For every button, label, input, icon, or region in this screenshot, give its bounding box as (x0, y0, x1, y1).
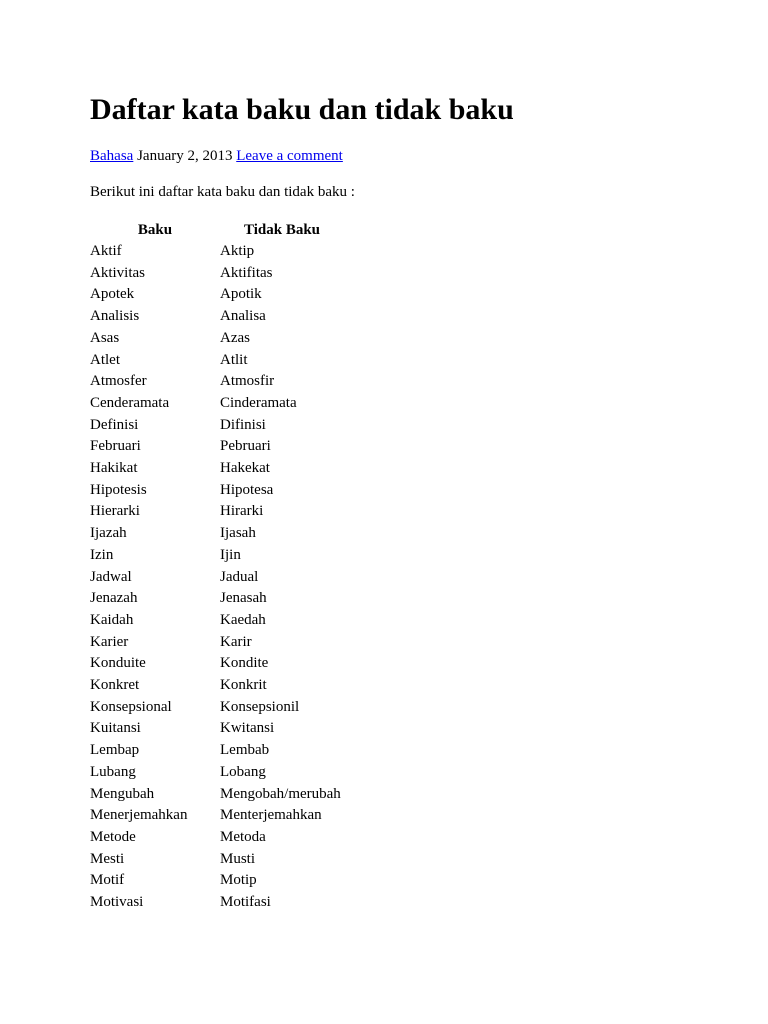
table-row (90, 697, 344, 719)
table-row (90, 393, 344, 415)
cell-tidak-baku: Lobang (220, 763, 266, 780)
cell-tidak-baku: Kaedah (220, 611, 266, 628)
table-row (90, 415, 344, 437)
cell-tidak-baku: Ijasah (220, 525, 256, 542)
table-row (90, 653, 344, 675)
cell-baku: Mengubah (90, 785, 155, 802)
cell-baku: Cenderamata (90, 394, 170, 411)
cell-baku: Konsepsional (90, 698, 172, 715)
table-row (90, 241, 344, 263)
cell-baku: Motivasi (90, 894, 144, 911)
table-row (90, 805, 344, 827)
cell-baku: Atmosfer (90, 373, 147, 390)
cell-baku: Kuitansi (90, 720, 141, 737)
cell-tidak-baku: Ijin (220, 546, 241, 563)
cell-tidak-baku: Difinisi (220, 416, 266, 433)
table-row (90, 328, 344, 350)
table-row (90, 371, 344, 393)
table-row (90, 480, 344, 502)
table-row (90, 740, 344, 762)
cell-baku: Karier (90, 633, 129, 650)
cell-baku: Aktif (90, 243, 122, 259)
leave-comment-link[interactable]: Leave a comment (236, 148, 343, 164)
cell-tidak-baku: Metoda (220, 828, 266, 845)
cell-tidak-baku: Pebruari (220, 438, 271, 455)
cell-tidak-baku: Lembab (220, 742, 270, 759)
cell-baku: Februari (90, 438, 141, 455)
cell-tidak-baku: Karir (220, 633, 252, 650)
cell-baku: Metode (90, 828, 136, 845)
post-date: January 2, 2013 (137, 148, 233, 164)
cell-baku: Mesti (90, 850, 125, 867)
cell-baku: Konduite (90, 655, 146, 672)
table-row (90, 827, 344, 849)
table-row (90, 458, 344, 480)
cell-tidak-baku: Aktifitas (220, 264, 273, 281)
table-row (90, 762, 344, 784)
table-row (90, 610, 344, 632)
table-row (90, 567, 344, 589)
cell-tidak-baku: Motip (220, 872, 257, 889)
table-row (90, 306, 344, 328)
table-row (90, 849, 344, 871)
cell-tidak-baku: Motifasi (220, 894, 271, 911)
cell-tidak-baku: Hakekat (220, 460, 270, 477)
cell-baku: Lembap (90, 742, 140, 759)
table-row (90, 263, 344, 285)
table-row (90, 718, 344, 740)
cell-tidak-baku: Analisa (220, 308, 266, 325)
cell-baku: Aktivitas (90, 264, 145, 281)
cell-tidak-baku: Apotik (220, 286, 262, 303)
word-table (90, 220, 344, 914)
table-row (90, 284, 344, 306)
table-body (90, 241, 344, 914)
cell-baku: Izin (90, 546, 114, 563)
table-row (90, 436, 344, 458)
cell-tidak-baku: Aktip (220, 243, 255, 259)
table-row (90, 870, 344, 892)
cell-baku: Definisi (90, 416, 139, 433)
cell-tidak-baku: Konsepsionil (220, 698, 300, 715)
cell-baku: Asas (90, 329, 120, 346)
cell-tidak-baku: Jenasah (220, 590, 267, 607)
column-header-baku: Baku (137, 222, 173, 238)
cell-tidak-baku: Cinderamata (220, 394, 297, 411)
cell-baku: Jadwal (90, 568, 132, 585)
cell-tidak-baku: Mengobah/merubah (220, 785, 341, 802)
cell-baku: Motif (90, 872, 125, 889)
post-meta (90, 146, 343, 166)
cell-tidak-baku: Hipotesa (220, 481, 274, 498)
table-row (90, 675, 344, 697)
cell-tidak-baku: Jadual (220, 568, 259, 585)
cell-tidak-baku: Kondite (220, 655, 269, 672)
cell-tidak-baku: Atmosfir (220, 373, 275, 390)
table-row (90, 784, 344, 806)
table-row (90, 632, 344, 654)
cell-tidak-baku: Konkrit (220, 677, 267, 694)
cell-baku: Lubang (90, 763, 136, 780)
cell-tidak-baku: Menterjemahkan (220, 807, 322, 824)
table-row (90, 523, 344, 545)
cell-tidak-baku: Azas (220, 329, 250, 346)
cell-baku: Hipotesis (90, 481, 147, 498)
column-header-tidak-baku: Tidak Baku (243, 222, 321, 238)
category-link[interactable]: Bahasa (90, 148, 134, 164)
table-row (90, 501, 344, 523)
cell-baku: Atlet (90, 351, 120, 368)
cell-tidak-baku: Kwitansi (220, 720, 275, 737)
cell-baku: Hierarki (90, 503, 140, 520)
cell-tidak-baku: Atlit (220, 351, 248, 368)
cell-baku: Konkret (90, 677, 140, 694)
table-header-row (90, 220, 344, 241)
table-row (90, 545, 344, 567)
intro-text: Berikut ini daftar kata baku dan tidak baku : (90, 184, 355, 200)
table-row (90, 350, 344, 372)
cell-baku: Menerjemahkan (90, 807, 188, 824)
cell-baku: Jenazah (90, 590, 138, 607)
cell-tidak-baku: Hirarki (220, 503, 264, 520)
cell-baku: Kaidah (90, 611, 134, 628)
table-row (90, 588, 344, 610)
page-title: Daftar kata baku dan tidak baku (90, 93, 514, 126)
table-row (90, 892, 344, 914)
cell-baku: Hakikat (90, 460, 138, 477)
cell-tidak-baku: Musti (220, 850, 256, 867)
cell-baku: Ijazah (90, 525, 127, 542)
cell-baku: Apotek (90, 286, 135, 303)
cell-baku: Analisis (90, 308, 140, 325)
